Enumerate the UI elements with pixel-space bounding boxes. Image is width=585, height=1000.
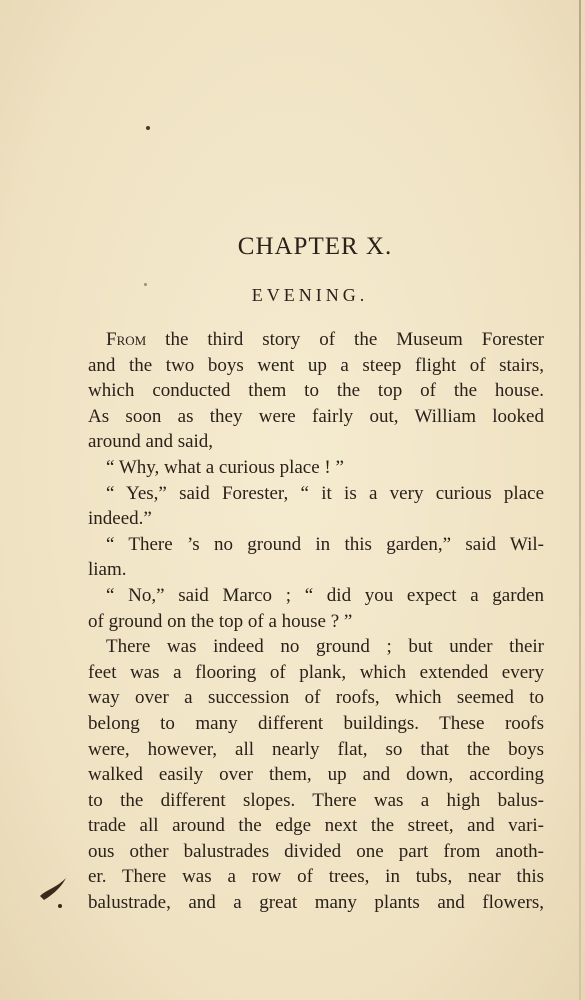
text-line: There was indeed no ground ; but under their [106,636,544,658]
chapter-title: CHAPTER X. [237,233,393,260]
text-line: “ No,” said Marco ; “ did you expect a garden [106,584,544,606]
text-line: walked easily over them, up and down, according [88,764,544,786]
opening-line: the third story of the Museum Forester [146,329,544,350]
chapter-subtitle: EVENING. [251,285,369,305]
text-line [88,327,544,353]
text-line: of ground on the top of a house ? ” [88,610,353,632]
text-line: to the different slopes. There was a high balus- [88,789,544,811]
page-edge [579,0,581,1000]
text-line: way over a succession of roofs, which seemed to [88,687,544,709]
text-line: around and said, [88,431,214,453]
text-line: “ There ’s no ground in this garden,” said Wil- [106,533,544,555]
ink-speck [146,126,150,130]
text-line: “ Yes,” said Forester, “ it is a very curious place [106,482,544,504]
text-line: indeed.” [88,508,152,530]
text-line: trade all around the edge next the street, and vari- [88,815,544,837]
text-line: and the two boys went up a steep flight of stairs, [88,354,544,376]
text-line: feet was a flooring of plank, which extended every [88,661,544,683]
text-line: which conducted them to the top of the house. [88,380,544,402]
drop-word: From [106,329,147,350]
text-line: belong to many different buildings. These roofs [88,712,544,734]
text-line: liam. [88,559,127,581]
text-line: ous other balustrades divided one part from anoth- [88,840,544,862]
text-line: were, however, all nearly flat, so that the boys [88,738,544,760]
text-line: As soon as they were fairly out, William looked [88,405,544,427]
text-line: balustrade, and a great many plants and flowers, [88,892,544,914]
body-text [88,327,544,916]
text-line: er. There was a row of trees, in tubs, near this [88,866,544,888]
ink-blot-mark [36,872,76,912]
text-line: “ Why, what a curious place ! ” [106,456,344,478]
